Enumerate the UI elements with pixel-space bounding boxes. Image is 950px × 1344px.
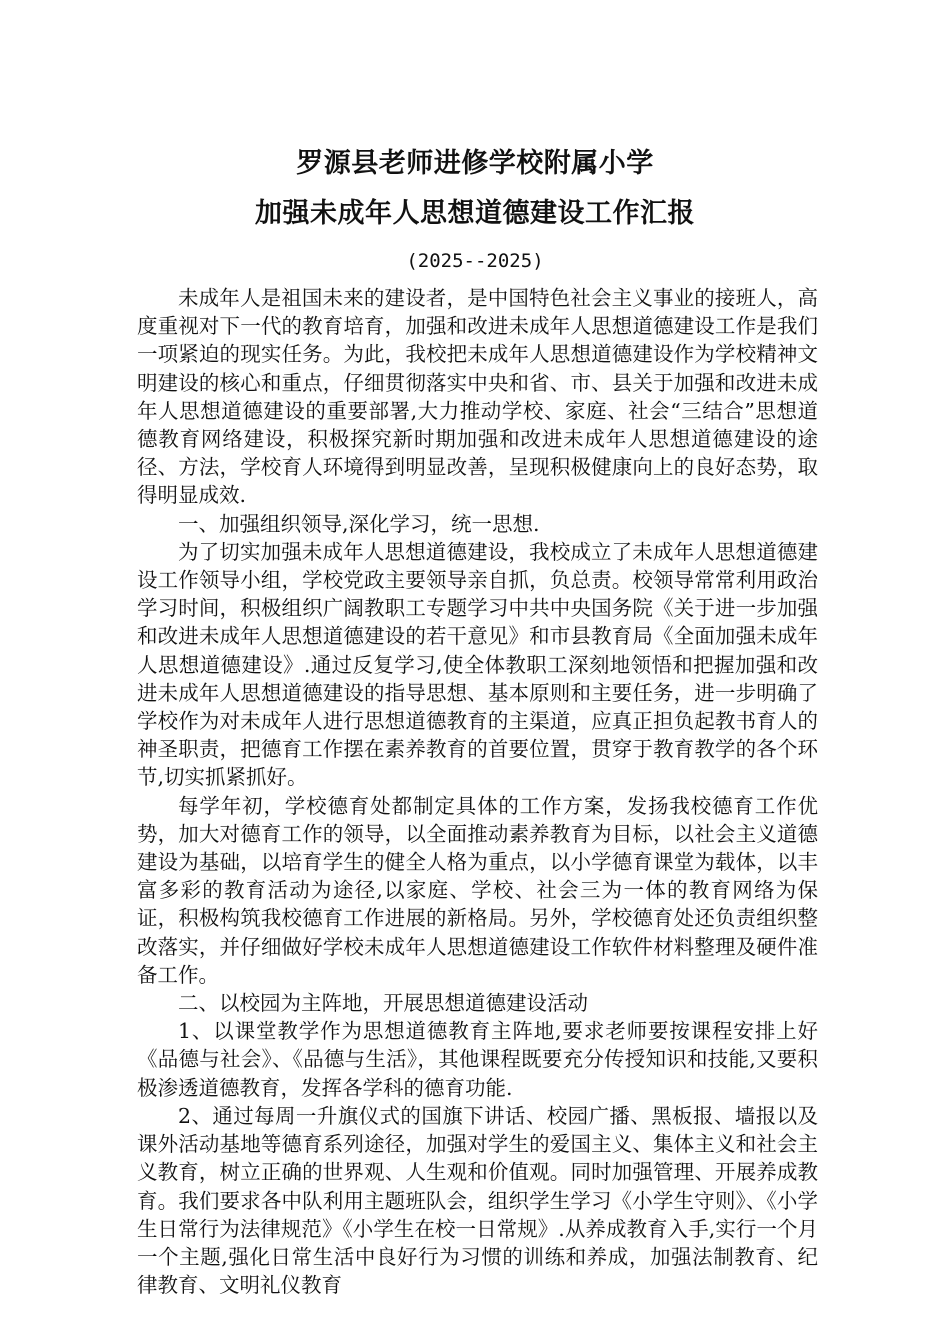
document-date-range: (2025--2025) [406, 250, 544, 272]
document-title-line1: 罗源县老师进修学校附属小学 [296, 148, 654, 179]
paragraph-leadership: 为了切实加强未成年人思想道德建设，我校成立了未成年人思想道德建设工作领导小组，学校党政主要领导亲自抓，负总责。校领导常常利用政治学习时间，积极组织广阔教职工专题学习中共中央国务院《关于进一步加强和改进未成年人思想道德建设的若干意见》和市县教育局《全面加强未成年人思想道德建设》.通过反复学习,使全体教职工深刻地领悟和把握加强和改进未成年人思想道德建设的指导思想、基本原则和主要任务，进一步明确了学校作为对未成年人进行思想道德教育的主渠道，应真正担负起教书育人的神圣职责，把德育工作摆在素养教育的首要位置，贯穿于教育教学的各个环节,切实抓紧抓好。 [137, 539, 818, 790]
paragraph-item-2: 2、通过每周一升旗仪式的国旗下讲话、校园广播、黑板报、墙报以及课外活动基地等德育系列途径，加强对学生的爱国主义、集体主义和社会主义教育，树立正确的世界观、人生观和价值观。同时加强管理、开展养成教育。我们要求各中队利用主题班队会，组织学生学习《小学生守则》、《小学生日常行为法律规范》《小学生在校一日常规》.从养成教育入手,实行一个月一个主题,强化日常生活中良好行为习惯的训练和养成，加强法制教育、纪律教育、文明礼仪教育 [137, 1103, 818, 1298]
paragraph-item-1: 1、以课堂教学作为思想道德教育主阵地,要求老师要按课程安排上好《品德与社会》、《品德与生活》，其他课程既要充分传授知识和技能,又要积极渗透道德教育，发挥各学科的德育功能. [137, 1019, 818, 1100]
paragraph-intro: 未成年人是祖国未来的建设者，是中国特色社会主义事业的接班人，高度重视对下一代的教育培育，加强和改进未成年人思想道德建设工作是我们一项紧迫的现实任务。为此，我校把未成年人思想道德建设作为学校精神文明建设的核心和重点，仔细贯彻落实中央和省、市、县关于加强和改进未成年人思想道德建设的重要部署,大力推动学校、家庭、社会“三结合”思想道德教育网络建设，积极探究新时期加强和改进未成年人思想道德建设的途径、方法，学校育人环境得到明显改善，呈现积极健康向上的良好态势，取得明显成效. [137, 286, 818, 508]
document-body [137, 284, 818, 1299]
paragraph-annual-plan: 每学年初，学校德育处都制定具体的工作方案，发扬我校德育工作优势，加大对德育工作的领导，以全面推动素养教育为目标，以社会主义道德建设为基础，以培育学生的健全人格为重点，以小学德育课堂为载体，以丰富多彩的教育活动为途径,以家庭、学校、社会三为一体的教育网络为保证，积极构筑我校德育工作进展的新格局。另外，学校德育处还负责组织整改落实，并仔细做好学校未成年人思想道德建设工作软件材料整理及硬件准备工作。 [137, 793, 818, 987]
section-heading-1: 一、加强组织领导,深化学习，统一思想. [178, 511, 540, 536]
document-title-line2: 加强未成年人思想道德建设工作汇报 [255, 198, 695, 229]
section-heading-2: 二、以校园为主阵地，开展思想道德建设活动 [178, 991, 588, 1016]
